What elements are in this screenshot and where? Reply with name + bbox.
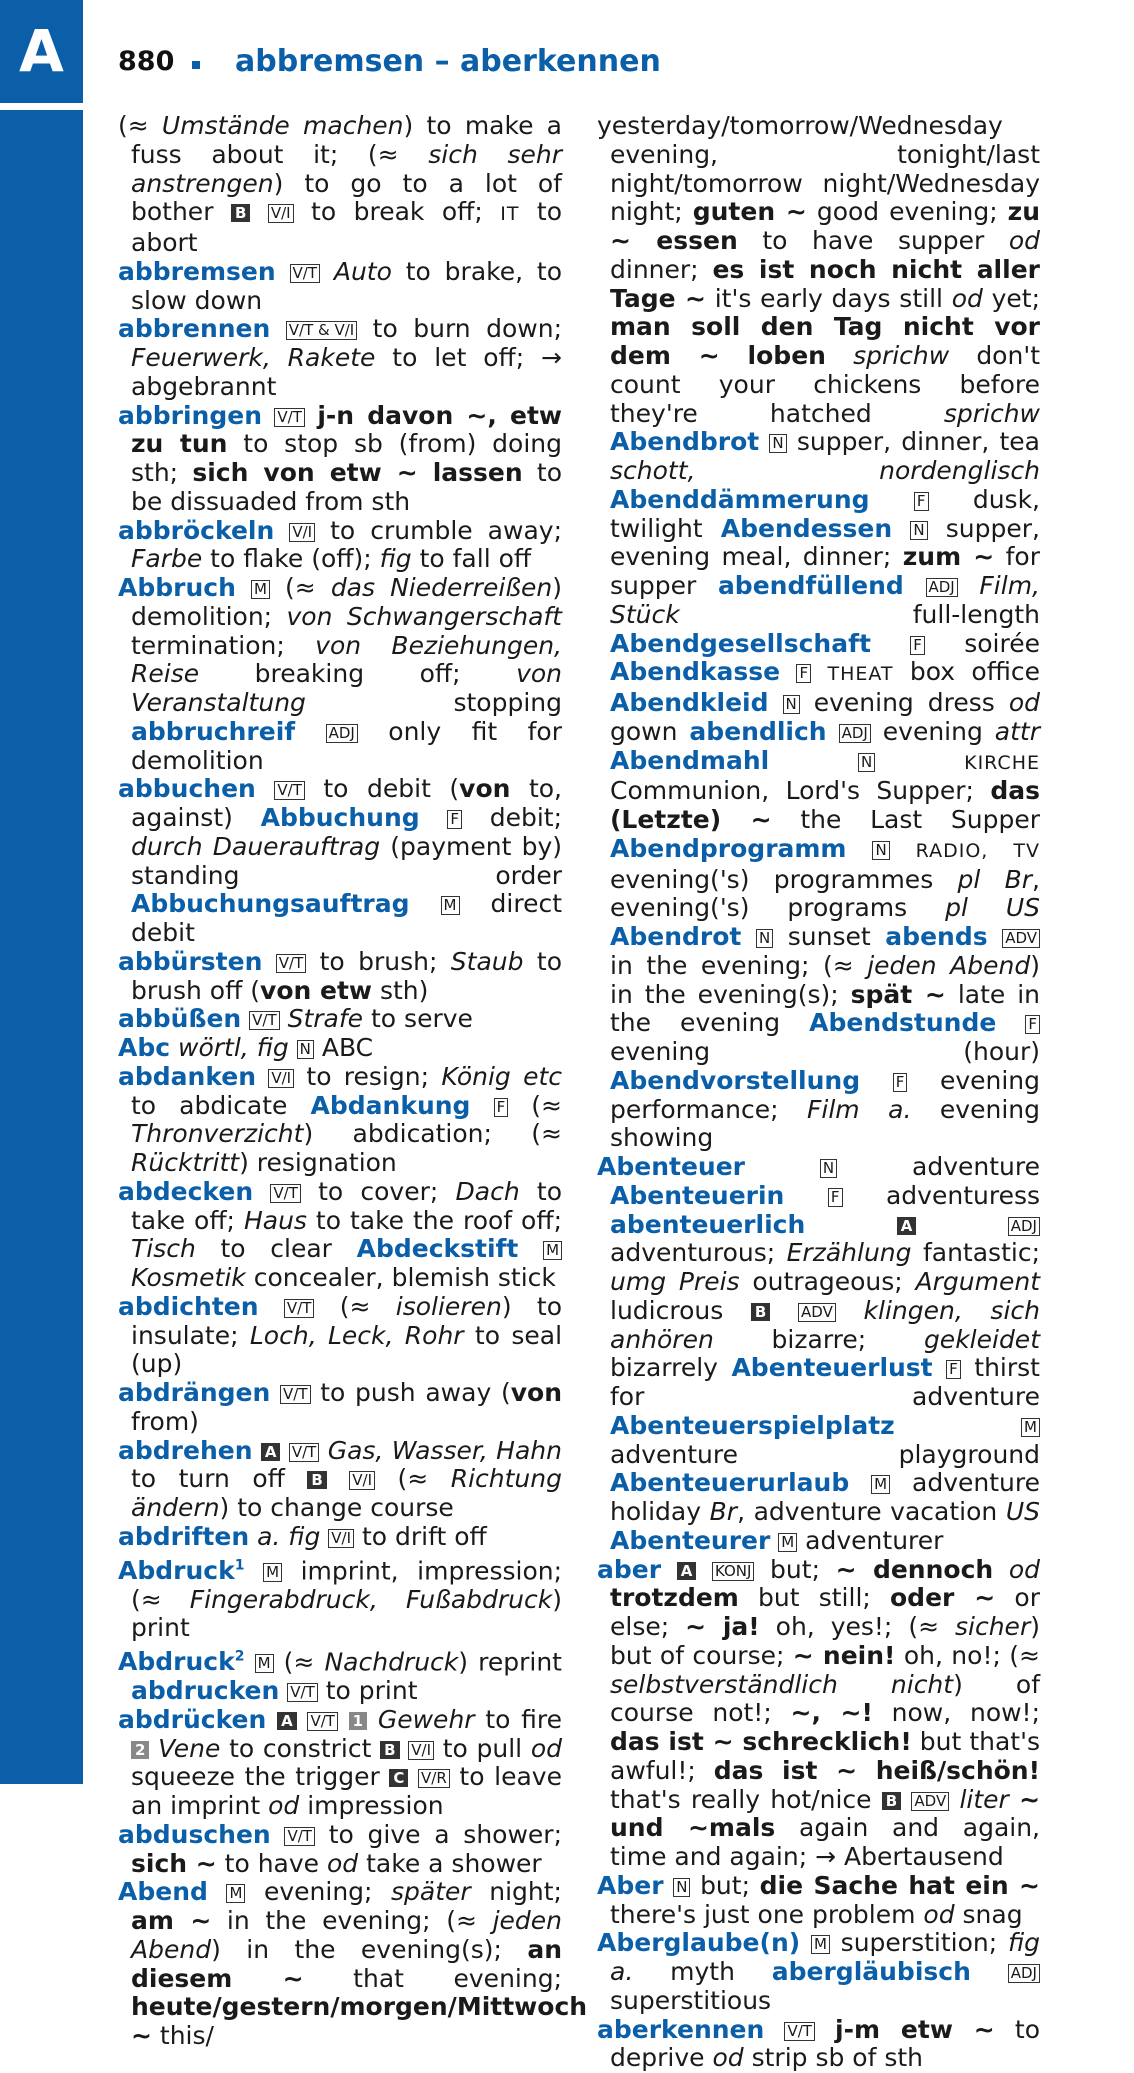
dictionary-entry: abdrücken A V/T 1 Gewehr to fire 2 Vene to constrict B V/I to pull od squeeze the trigger C V/R to leave an imprint od impression bbox=[118, 1706, 562, 1821]
dictionary-entry: Aber N but; die Sache hat ein ~ there's just one problem od snag bbox=[597, 1872, 1040, 1930]
dictionary-entry: Abdruck$^2$ M (≈ Nachdruck) reprint abdrucken V/T to print bbox=[118, 1643, 562, 1706]
section-letter: A bbox=[0, 22, 83, 80]
dictionary-entry: abbürsten V/T to brush; Staub to brush off (von etw sth) bbox=[118, 948, 562, 1006]
dictionary-entry: abdichten V/T (≈ isolieren) to insulate; Loch, Leck, Rohr to seal (up) bbox=[118, 1293, 562, 1379]
page-number: 880 bbox=[118, 46, 174, 77]
dictionary-entry: Abenteuer N adventure Abenteuerin F adventuress abenteuerlich A ADJ adventurous; Erzählung fantastic; umg Preis outrageous; Argument ludicrous B ADV klingen, sich anhören bizarre; gekleidet bizarrely Abenteuerlust F thirst for adventure Abenteuerspielplatz M adventure playground Abenteuerurlaub M adventure holiday Br, adventure vacation US Abenteurer M adventurer bbox=[597, 1153, 1040, 1556]
dictionary-entry: abduschen V/T to give a shower; sich ~ to have od take a shower bbox=[118, 1821, 562, 1879]
letter-tab bbox=[0, 0, 83, 1784]
dictionary-entry: Aberglaube(n) M superstition; fig a. myth abergläubisch ADJ superstitious bbox=[597, 1929, 1040, 2015]
column-left bbox=[118, 112, 562, 2051]
dictionary-entry: abdrängen V/T to push away (von from) bbox=[118, 1379, 562, 1437]
header-separator bbox=[192, 61, 200, 69]
dictionary-entry: abbremsen V/T Auto to brake, to slow down bbox=[118, 258, 562, 316]
dictionary-entry: aberkennen V/T j-m etw ~ to deprive od strip sb of sth bbox=[597, 2016, 1040, 2073]
dictionary-entry: yesterday/tomorrow/Wednesday evening, tonight/last night/tomorrow night/Wednesday night; guten ~ good evening; zu ~ essen to have supper od dinner; es ist noch nicht aller Tage ~ it's early days still od yet; man soll den Tag nicht vor dem ~ loben sprichw don't count your chickens before they're hatched sprichw Abendbrot N supper, dinner, tea schott, nordenglisch Abenddämmerung F dusk, twilight Abendessen N supper, evening meal, dinner; zum ~ for supper abendfüllend ADJ Film, Stück full-length Abendgesellschaft F soirée Abendkasse F THEAT box office Abendkleid N evening dress od gown abendlich ADJ evening attr Abendmahl N KIRCHE Communion, Lord's Supper; das (Letzte) ~ the Last Supper Abendprogramm N RADIO, TV evening('s) programmes pl Br, evening('s) programs pl US Abendrot N sunset abends ADV in the evening; (≈ jeden Abend) in the evening(s); spät ~ late in the evening Abendstunde F evening (hour) Abendvorstellung F evening performance; Film a. evening showing bbox=[597, 112, 1040, 1153]
dictionary-entry: Abc wörtl, fig N ABC bbox=[118, 1034, 562, 1063]
dictionary-entry: abdecken V/T to cover; Dach to take off; Haus to take the roof off; Tisch to clear Abdeckstift M Kosmetik concealer, blemish stick bbox=[118, 1178, 562, 1293]
dictionary-entry: abbrennen V/T & V/I to burn down; Feuerwerk, Rakete to let off; → abgebrannt bbox=[118, 315, 562, 401]
column-right bbox=[597, 112, 1040, 2073]
dictionary-entry: abdanken V/I to resign; König etc to abdicate Abdankung F (≈ Thronverzicht) abdication; (≈ Rücktritt) resignation bbox=[118, 1063, 562, 1178]
dictionary-entry: abbringen V/T j-n davon ~, etw zu tun to stop sb (from) doing sth; sich von etw ~ lassen to be dissuaded from sth bbox=[118, 402, 562, 517]
dictionary-entry: abdriften a. fig V/I to drift off bbox=[118, 1523, 562, 1552]
dictionary-entry: abbröckeln V/I to crumble away; Farbe to flake (off); fig to fall off bbox=[118, 517, 562, 575]
dictionary-entry: Abbruch M (≈ das Niederreißen) demolition; von Schwangerschaft termination; von Beziehungen, Reise breaking off; von Veranstaltung stopping abbruchreif ADJ only fit for demolition bbox=[118, 574, 562, 775]
dictionary-entry: Abdruck$^1$ M imprint, impression; (≈ Fingerabdruck, Fußabdruck) print bbox=[118, 1552, 562, 1644]
dictionary-entry: aber A KONJ but; ~ dennoch od trotzdem but still; oder ~ or else; ~ ja! oh, yes!; (≈ sicher) but of course; ~ nein! oh, no!; (≈ selbstverständlich nicht) of course not!; ~, ~! now, now!; das ist ~ schrecklich! but that's awful!; das ist ~ heiß/schön! that's really hot/nice B ADV liter ~ und ~mals again and again, time and again; → Abertausend bbox=[597, 1556, 1040, 1872]
dictionary-entry: abdrehen A V/T Gas, Wasser, Hahn to turn off B V/I (≈ Richtung ändern) to change course bbox=[118, 1437, 562, 1523]
running-head: abbremsen – aberkennen bbox=[235, 44, 661, 79]
dictionary-entry: abbuchen V/T to debit (von to, against) Abbuchung F debit; durch Dauerauftrag (payment by) standing order Abbuchungsauftrag M direct debit bbox=[118, 775, 562, 948]
dictionary-entry: abbüßen V/T Strafe to serve bbox=[118, 1005, 562, 1034]
dictionary-entry: Abend M evening; später night; am ~ in the evening; (≈ jeden Abend) in the evening(s); an diesem ~ that evening; heute/gestern/morgen/Mittwoch ~ this/ bbox=[118, 1878, 562, 2051]
dictionary-entry: (≈ Umstände machen) to make a fuss about it; (≈ sich sehr anstrengen) to go to a lot of bother B V/I to break off; IT to abort bbox=[118, 112, 562, 258]
